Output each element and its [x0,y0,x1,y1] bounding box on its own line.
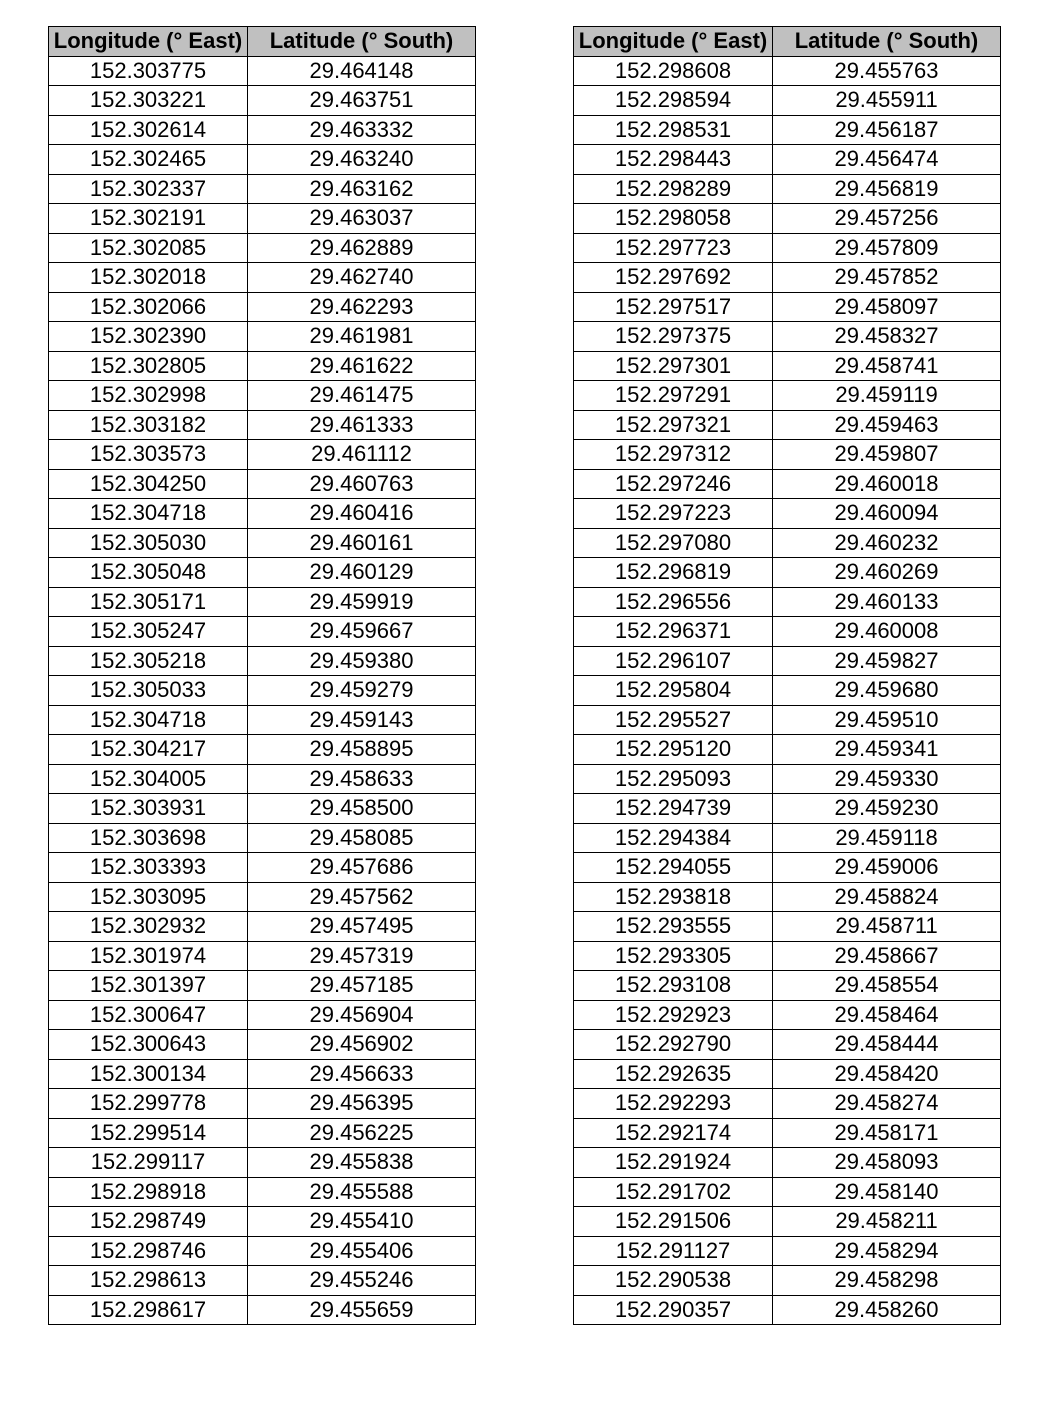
table-row [49,1177,476,1207]
longitude-cell: 152.296107 [574,646,773,676]
latitude-cell: 29.457319 [248,941,476,971]
latitude-cell: 29.458097 [773,292,1001,322]
latitude-cell: 29.459919 [248,587,476,617]
longitude-cell: 152.299778 [49,1089,248,1119]
table-row [574,971,1001,1001]
longitude-cell: 152.292790 [574,1030,773,1060]
longitude-cell: 152.291127 [574,1236,773,1266]
latitude-cell: 29.455763 [773,56,1001,86]
longitude-cell: 152.298531 [574,115,773,145]
longitude-cell: 152.297375 [574,322,773,352]
table-row [574,587,1001,617]
longitude-cell: 152.290538 [574,1266,773,1296]
longitude-cell: 152.298918 [49,1177,248,1207]
longitude-cell: 152.298594 [574,86,773,116]
latitude-cell: 29.456633 [248,1059,476,1089]
latitude-cell: 29.458895 [248,735,476,765]
table-row [49,646,476,676]
table-row [49,469,476,499]
longitude-header: Longitude (° East) [574,27,773,57]
table-body [574,56,1001,1325]
longitude-cell: 152.296371 [574,617,773,647]
table-row [49,676,476,706]
longitude-cell: 152.303698 [49,823,248,853]
longitude-cell: 152.292174 [574,1118,773,1148]
table-row [574,1236,1001,1266]
table-row [574,617,1001,647]
latitude-cell: 29.458444 [773,1030,1001,1060]
latitude-cell: 29.460018 [773,469,1001,499]
longitude-cell: 152.305247 [49,617,248,647]
longitude-cell: 152.302018 [49,263,248,293]
longitude-cell: 152.298617 [49,1295,248,1325]
latitude-cell: 29.455588 [248,1177,476,1207]
latitude-cell: 29.457495 [248,912,476,942]
latitude-cell: 29.459680 [773,676,1001,706]
latitude-cell: 29.457686 [248,853,476,883]
table-row [49,174,476,204]
latitude-cell: 29.460161 [248,528,476,558]
latitude-cell: 29.460232 [773,528,1001,558]
longitude-cell: 152.300643 [49,1030,248,1060]
latitude-cell: 29.455911 [773,86,1001,116]
longitude-cell: 152.302390 [49,322,248,352]
latitude-cell: 29.456225 [248,1118,476,1148]
latitude-cell: 29.459230 [773,794,1001,824]
latitude-cell: 29.456187 [773,115,1001,145]
latitude-cell: 29.458294 [773,1236,1001,1266]
longitude-cell: 152.302614 [49,115,248,145]
latitude-cell: 29.459380 [248,646,476,676]
table-row [574,499,1001,529]
latitude-cell: 29.458633 [248,764,476,794]
longitude-cell: 152.297291 [574,381,773,411]
longitude-cell: 152.290357 [574,1295,773,1325]
table-row [49,56,476,86]
longitude-cell: 152.305030 [49,528,248,558]
longitude-cell: 152.293818 [574,882,773,912]
table-row [49,115,476,145]
latitude-cell: 29.462889 [248,233,476,263]
latitude-cell: 29.458085 [248,823,476,853]
latitude-cell: 29.458171 [773,1118,1001,1148]
table-row [574,646,1001,676]
table-row [49,86,476,116]
longitude-cell: 152.292293 [574,1089,773,1119]
longitude-cell: 152.298058 [574,204,773,234]
table-row [49,1030,476,1060]
latitude-cell: 29.456904 [248,1000,476,1030]
longitude-cell: 152.298749 [49,1207,248,1237]
table-row [49,351,476,381]
table-header [574,27,1001,57]
table-row [574,410,1001,440]
table-row [49,1207,476,1237]
coordinates-table-left [48,26,476,1325]
table-row [574,853,1001,883]
latitude-cell: 29.456474 [773,145,1001,175]
latitude-cell: 29.463751 [248,86,476,116]
table-row [574,941,1001,971]
longitude-cell: 152.291702 [574,1177,773,1207]
latitude-cell: 29.461112 [248,440,476,470]
table-row [574,381,1001,411]
longitude-cell: 152.302932 [49,912,248,942]
latitude-cell: 29.459119 [773,381,1001,411]
latitude-cell: 29.459143 [248,705,476,735]
table-row [574,823,1001,853]
longitude-cell: 152.297301 [574,351,773,381]
longitude-cell: 152.294384 [574,823,773,853]
latitude-cell: 29.457852 [773,263,1001,293]
table-row [574,1295,1001,1325]
table-row [49,233,476,263]
table-row [49,587,476,617]
latitude-cell: 29.461622 [248,351,476,381]
longitude-cell: 152.298443 [574,145,773,175]
longitude-cell: 152.305218 [49,646,248,676]
table-row [49,1266,476,1296]
longitude-cell: 152.296819 [574,558,773,588]
table-row [574,233,1001,263]
longitude-cell: 152.298746 [49,1236,248,1266]
table-row [49,764,476,794]
table-row [574,292,1001,322]
longitude-cell: 152.297517 [574,292,773,322]
table-row [574,1030,1001,1060]
longitude-cell: 152.295804 [574,676,773,706]
table-row [574,469,1001,499]
longitude-cell: 152.304718 [49,705,248,735]
longitude-cell: 152.293305 [574,941,773,971]
table-row [49,823,476,853]
header-row [49,27,476,57]
table-row [574,322,1001,352]
latitude-cell: 29.460133 [773,587,1001,617]
longitude-cell: 152.302085 [49,233,248,263]
header-row [574,27,1001,57]
table-row [49,971,476,1001]
latitude-cell: 29.456819 [773,174,1001,204]
table-row [574,705,1001,735]
latitude-cell: 29.455246 [248,1266,476,1296]
latitude-cell: 29.458298 [773,1266,1001,1296]
table-row [49,499,476,529]
longitude-cell: 152.303573 [49,440,248,470]
table-row [49,1148,476,1178]
table-row [574,115,1001,145]
longitude-cell: 152.299514 [49,1118,248,1148]
table-row [49,440,476,470]
table-row [49,853,476,883]
latitude-cell: 29.460269 [773,558,1001,588]
table-row [574,882,1001,912]
table-row [574,1000,1001,1030]
latitude-cell: 29.457185 [248,971,476,1001]
table-row [49,322,476,352]
longitude-cell: 152.303221 [49,86,248,116]
longitude-cell: 152.303775 [49,56,248,86]
latitude-cell: 29.458667 [773,941,1001,971]
table-row [574,1177,1001,1207]
latitude-cell: 29.458093 [773,1148,1001,1178]
longitude-cell: 152.304250 [49,469,248,499]
latitude-cell: 29.459510 [773,705,1001,735]
longitude-cell: 152.297223 [574,499,773,529]
longitude-cell: 152.301974 [49,941,248,971]
table-row [49,204,476,234]
latitude-cell: 29.455406 [248,1236,476,1266]
latitude-cell: 29.461475 [248,381,476,411]
longitude-cell: 152.305171 [49,587,248,617]
latitude-cell: 29.455410 [248,1207,476,1237]
table-row [574,1266,1001,1296]
coordinates-table-right [573,26,1001,1325]
latitude-cell: 29.455659 [248,1295,476,1325]
table-row [574,56,1001,86]
table-row [49,912,476,942]
table-row [574,263,1001,293]
latitude-cell: 29.460129 [248,558,476,588]
table-row [49,794,476,824]
longitude-cell: 152.302337 [49,174,248,204]
longitude-cell: 152.297321 [574,410,773,440]
latitude-cell: 29.463037 [248,204,476,234]
latitude-header: Latitude (° South) [773,27,1001,57]
table-row [574,764,1001,794]
table-row [574,145,1001,175]
latitude-cell: 29.458211 [773,1207,1001,1237]
longitude-cell: 152.292923 [574,1000,773,1030]
table-row [574,676,1001,706]
latitude-cell: 29.459827 [773,646,1001,676]
longitude-cell: 152.291924 [574,1148,773,1178]
latitude-cell: 29.458327 [773,322,1001,352]
table-row [49,1118,476,1148]
table-row [574,794,1001,824]
table-header [49,27,476,57]
table-row [49,528,476,558]
table-row [49,882,476,912]
table-row [49,558,476,588]
longitude-cell: 152.301397 [49,971,248,1001]
longitude-cell: 152.299117 [49,1148,248,1178]
longitude-cell: 152.303393 [49,853,248,883]
latitude-cell: 29.463332 [248,115,476,145]
latitude-cell: 29.459667 [248,617,476,647]
longitude-cell: 152.304005 [49,764,248,794]
longitude-cell: 152.293108 [574,971,773,1001]
longitude-cell: 152.295120 [574,735,773,765]
longitude-cell: 152.294055 [574,853,773,883]
table-row [49,941,476,971]
longitude-header: Longitude (° East) [49,27,248,57]
latitude-cell: 29.460763 [248,469,476,499]
table-row [574,735,1001,765]
latitude-cell: 29.463162 [248,174,476,204]
longitude-cell: 152.298608 [574,56,773,86]
table-row [574,1059,1001,1089]
latitude-cell: 29.461333 [248,410,476,440]
latitude-cell: 29.458260 [773,1295,1001,1325]
longitude-cell: 152.296556 [574,587,773,617]
table-row [574,174,1001,204]
longitude-cell: 152.295527 [574,705,773,735]
table-row [49,1000,476,1030]
latitude-cell: 29.459279 [248,676,476,706]
table-row [574,86,1001,116]
longitude-cell: 152.305033 [49,676,248,706]
latitude-cell: 29.462740 [248,263,476,293]
longitude-cell: 152.302465 [49,145,248,175]
table-row [49,292,476,322]
latitude-cell: 29.457809 [773,233,1001,263]
longitude-cell: 152.297723 [574,233,773,263]
longitude-cell: 152.302191 [49,204,248,234]
table-row [49,705,476,735]
table-row [574,1118,1001,1148]
table-row [49,617,476,647]
table-row [49,410,476,440]
latitude-cell: 29.460416 [248,499,476,529]
latitude-cell: 29.459006 [773,853,1001,883]
latitude-cell: 29.458711 [773,912,1001,942]
longitude-cell: 152.302066 [49,292,248,322]
longitude-cell: 152.295093 [574,764,773,794]
latitude-cell: 29.463240 [248,145,476,175]
table-row [49,1089,476,1119]
latitude-cell: 29.459341 [773,735,1001,765]
longitude-cell: 152.304718 [49,499,248,529]
longitude-cell: 152.302805 [49,351,248,381]
table-row [49,145,476,175]
longitude-cell: 152.300134 [49,1059,248,1089]
table-row [574,351,1001,381]
latitude-cell: 29.464148 [248,56,476,86]
latitude-cell: 29.462293 [248,292,476,322]
latitude-header: Latitude (° South) [248,27,476,57]
longitude-cell: 152.304217 [49,735,248,765]
latitude-cell: 29.457562 [248,882,476,912]
table-row [574,558,1001,588]
latitude-cell: 29.458741 [773,351,1001,381]
longitude-cell: 152.294739 [574,794,773,824]
longitude-cell: 152.293555 [574,912,773,942]
latitude-cell: 29.460008 [773,617,1001,647]
table-row [574,440,1001,470]
table-row [49,735,476,765]
table-row [49,381,476,411]
latitude-cell: 29.459330 [773,764,1001,794]
latitude-cell: 29.458500 [248,794,476,824]
latitude-cell: 29.459118 [773,823,1001,853]
latitude-cell: 29.456395 [248,1089,476,1119]
longitude-cell: 152.300647 [49,1000,248,1030]
latitude-cell: 29.458824 [773,882,1001,912]
latitude-cell: 29.461981 [248,322,476,352]
latitude-cell: 29.459807 [773,440,1001,470]
table-row [574,1148,1001,1178]
longitude-cell: 152.303931 [49,794,248,824]
latitude-cell: 29.459463 [773,410,1001,440]
latitude-cell: 29.458140 [773,1177,1001,1207]
longitude-cell: 152.297246 [574,469,773,499]
latitude-cell: 29.458420 [773,1059,1001,1089]
longitude-cell: 152.298613 [49,1266,248,1296]
latitude-cell: 29.458464 [773,1000,1001,1030]
table-row [49,1059,476,1089]
longitude-cell: 152.292635 [574,1059,773,1089]
longitude-cell: 152.305048 [49,558,248,588]
table-row [49,1295,476,1325]
table-row [574,204,1001,234]
latitude-cell: 29.456902 [248,1030,476,1060]
longitude-cell: 152.303182 [49,410,248,440]
longitude-cell: 152.291506 [574,1207,773,1237]
table-row [574,1207,1001,1237]
latitude-cell: 29.458554 [773,971,1001,1001]
latitude-cell: 29.458274 [773,1089,1001,1119]
table-body [49,56,476,1325]
table-row [49,1236,476,1266]
latitude-cell: 29.455838 [248,1148,476,1178]
table-row [574,528,1001,558]
longitude-cell: 152.297692 [574,263,773,293]
latitude-cell: 29.460094 [773,499,1001,529]
table-row [574,912,1001,942]
table-row [574,1089,1001,1119]
longitude-cell: 152.297312 [574,440,773,470]
longitude-cell: 152.298289 [574,174,773,204]
table-row [49,263,476,293]
longitude-cell: 152.297080 [574,528,773,558]
longitude-cell: 152.303095 [49,882,248,912]
longitude-cell: 152.302998 [49,381,248,411]
latitude-cell: 29.457256 [773,204,1001,234]
